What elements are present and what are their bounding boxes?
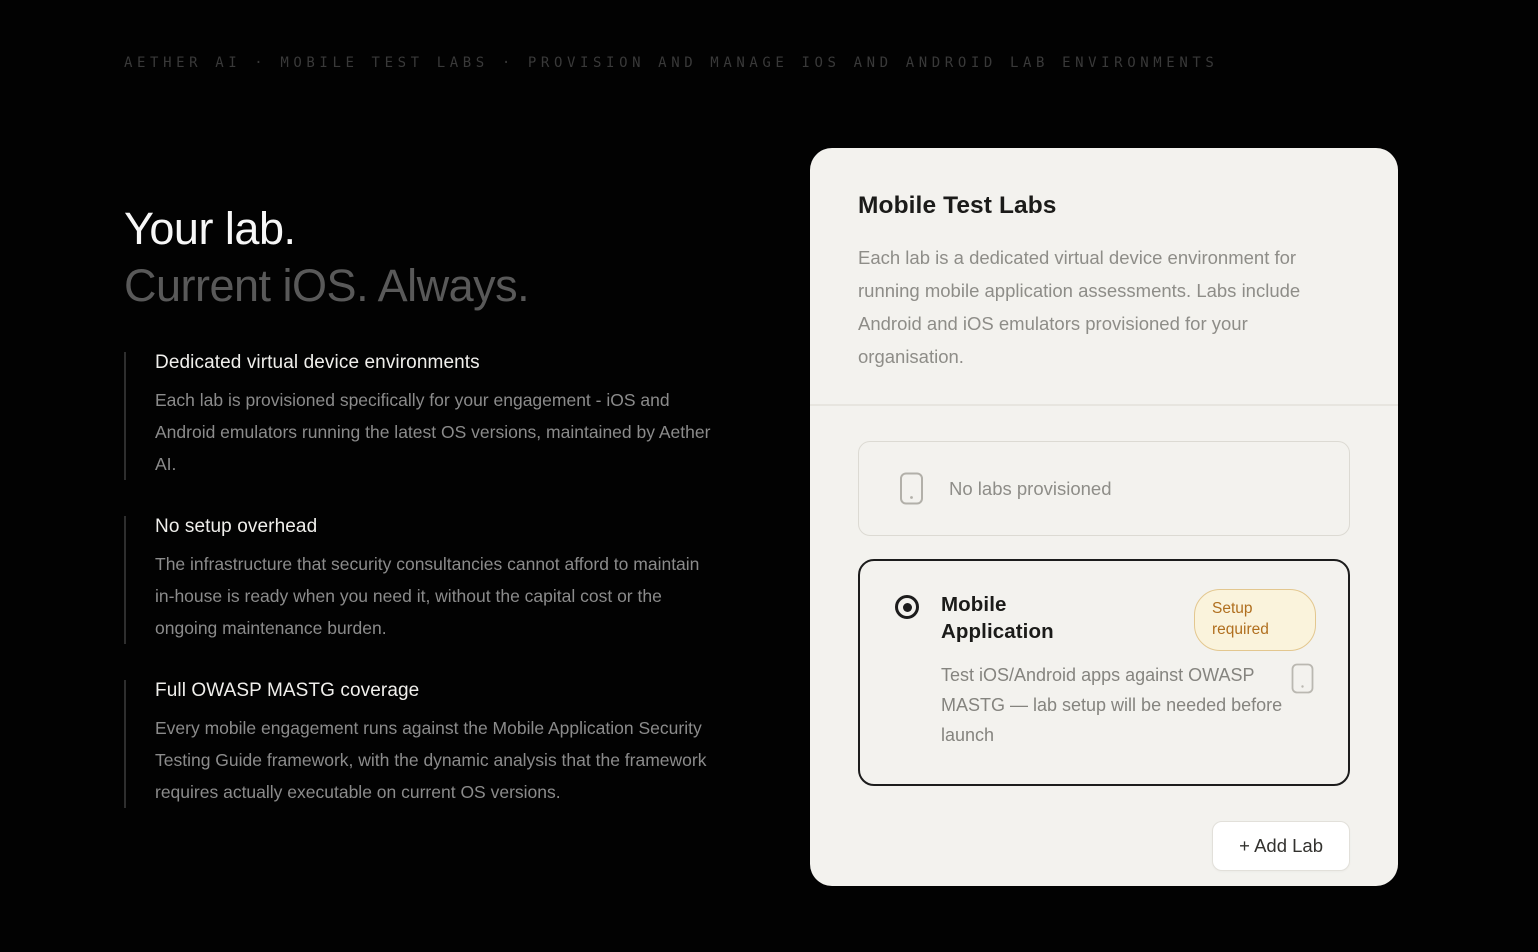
lab-option-description	[941, 660, 1316, 750]
mobile-test-labs-panel	[810, 148, 1398, 886]
lab-option-content	[941, 591, 1316, 750]
feature-title: No setup overhead	[155, 516, 318, 537]
hero-heading	[124, 200, 724, 314]
feature-item-no-setup-overhead	[124, 516, 716, 644]
panel-actions	[858, 821, 1350, 871]
feature-body: Every mobile engagement runs against the Mobile Application Security Testing Guide framework, with the dynamic analysis that the framework requires actually executable on current OS versions.	[155, 718, 707, 802]
feature-title: Full OWASP MASTG coverage	[155, 680, 420, 701]
feature-title: Dedicated virtual device environments	[155, 352, 480, 373]
add-lab-button[interactable]: + Add Lab	[1212, 821, 1350, 871]
hero-title-line2: Current iOS. Always.	[124, 260, 530, 311]
panel-description: Each lab is a dedicated virtual device environment for running mobile application assessments. Labs include Android and iOS emulators provisioned for your organisation.	[858, 247, 1301, 367]
lab-option-mobile-application[interactable]	[858, 559, 1350, 786]
feature-body: Each lab is provisioned specifically for your engagement - iOS and Android emulators running the latest OS versions, maintained by Aether AI.	[155, 390, 711, 474]
panel-divider	[810, 404, 1398, 406]
lab-option-title: Mobile Application	[941, 593, 1054, 643]
feature-list	[124, 352, 716, 808]
smartphone-icon	[1291, 663, 1314, 694]
breadcrumb: AETHER AI · MOBILE TEST LABS · PROVISION AND MANAGE IOS AND ANDROID LAB ENVIRONMENTS	[124, 55, 1219, 71]
no-labs-empty-state	[858, 441, 1350, 536]
lab-option-description-text: Test iOS/Android apps against OWASP MASTG — lab setup will be needed before launch	[941, 665, 1283, 745]
panel-title: Mobile Test Labs	[858, 192, 1057, 219]
feature-item-dedicated-environments	[124, 352, 716, 480]
hero-title-line1: Your lab.	[124, 203, 296, 254]
setup-required-badge: Setup required	[1194, 589, 1316, 651]
feature-item-owasp-mastg-coverage	[124, 680, 716, 808]
radio-selected-icon[interactable]	[895, 595, 919, 619]
feature-body: The infrastructure that security consultancies cannot afford to maintain in-house is ready when you need it, without the capital cost or the ongoing maintenance burden.	[155, 554, 700, 638]
smartphone-icon	[899, 472, 924, 505]
empty-state-label: No labs provisioned	[949, 477, 1112, 499]
radio-dot	[903, 603, 912, 612]
